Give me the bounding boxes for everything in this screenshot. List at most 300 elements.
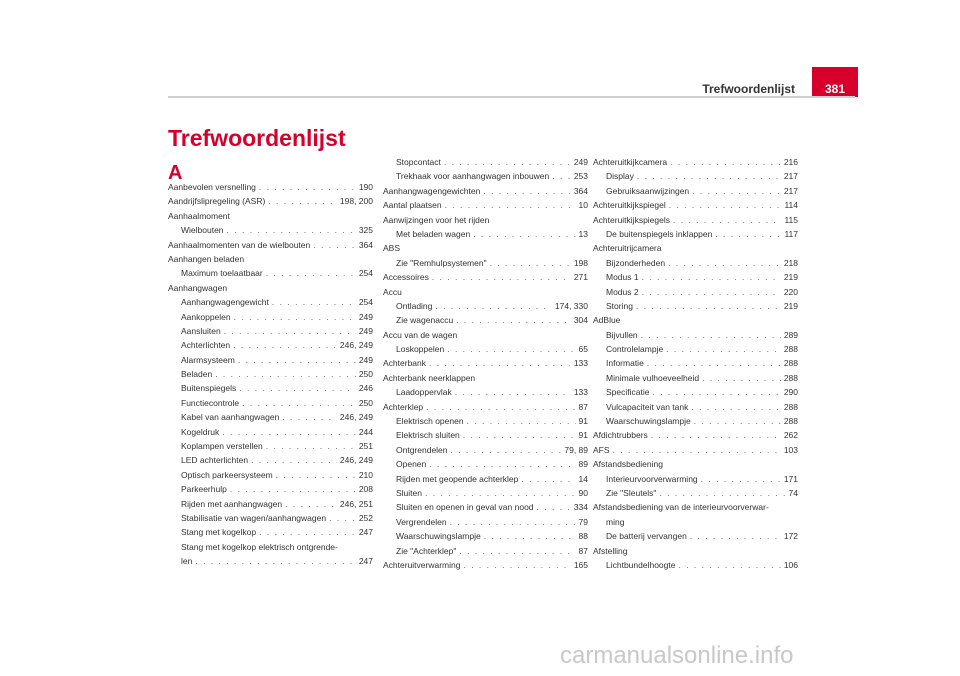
dot-leader xyxy=(651,430,781,440)
index-entry xyxy=(383,344,588,358)
index-entry xyxy=(383,330,588,344)
index-entry-label: Aanhangwagengewicht xyxy=(181,297,269,308)
index-entry-label: Afdichtrubbers xyxy=(593,430,648,441)
index-entry-label: Waarschuwingslampje xyxy=(396,531,481,542)
index-entry xyxy=(593,560,798,574)
index-entry-page: 254 xyxy=(358,297,373,308)
dot-leader xyxy=(613,445,781,455)
section-letter: A xyxy=(168,162,183,184)
index-entry xyxy=(168,369,373,383)
index-entry xyxy=(168,326,373,340)
index-entry xyxy=(168,355,373,369)
index-entry xyxy=(383,200,588,214)
index-entry-label: Ontlading xyxy=(396,300,433,311)
index-entry-label: Koplampen verstellen xyxy=(181,441,263,452)
dot-leader xyxy=(451,445,562,455)
index-entry-label: Aanhaalmomenten van de wielbouten xyxy=(168,239,311,250)
index-entry xyxy=(383,301,588,315)
index-entry-page: 288 xyxy=(783,344,798,355)
index-entry-page: 79, 89 xyxy=(564,444,588,455)
dot-leader xyxy=(233,340,337,350)
dot-leader xyxy=(490,258,571,268)
index-entry xyxy=(383,517,588,531)
index-entry-label: AdBlue xyxy=(593,315,621,326)
index-entry-label: Informatie xyxy=(606,358,644,369)
header-rule xyxy=(168,96,855,98)
dot-leader xyxy=(238,355,356,365)
index-entry-label: len xyxy=(181,556,193,567)
index-entry xyxy=(593,272,798,286)
index-entry-label: Bijzonderheden xyxy=(606,257,666,268)
index-entry xyxy=(593,373,798,387)
index-entry-label: Afstandsbediening van de interieurvoorverwar- xyxy=(593,502,769,513)
dot-leader xyxy=(450,517,576,527)
index-entry-label: Maximum toelaatbaar xyxy=(181,268,263,279)
index-entry xyxy=(593,474,798,488)
index-entry-page: 114 xyxy=(784,200,798,211)
index-entry-page: 210 xyxy=(358,469,373,480)
index-entry xyxy=(168,513,373,527)
index-entry-page: 133 xyxy=(573,358,588,369)
index-entry-label: Aantal plaatsen xyxy=(383,200,442,211)
dot-leader xyxy=(473,229,575,239)
index-entry-label: Trekhaak voor aanhangwagen inbouwen xyxy=(396,171,550,182)
index-entry xyxy=(168,455,373,469)
index-entry xyxy=(168,441,373,455)
index-entry xyxy=(593,243,798,257)
index-entry xyxy=(383,358,588,372)
index-entry xyxy=(593,358,798,372)
index-entry-label: Modus 1 xyxy=(606,272,639,283)
index-entry-label: LED achterlichten xyxy=(181,455,249,466)
index-entry-page: 288 xyxy=(783,401,798,412)
dot-leader xyxy=(444,157,571,167)
index-entry xyxy=(593,258,798,272)
index-entry xyxy=(168,182,373,196)
index-entry-label: Controlelampje xyxy=(606,344,664,355)
dot-leader xyxy=(224,326,356,336)
index-entry-page: 103 xyxy=(783,444,798,455)
index-entry-page: 249 xyxy=(358,354,373,365)
index-entry-label: Elektrisch openen xyxy=(396,416,464,427)
dot-leader xyxy=(636,301,781,311)
index-entry-page: 249 xyxy=(358,311,373,322)
index-entry-page: 165 xyxy=(573,559,588,570)
index-entry xyxy=(168,556,373,570)
dot-leader xyxy=(268,196,337,206)
dot-leader xyxy=(690,531,781,541)
index-entry xyxy=(168,427,373,441)
index-entry-page: 65 xyxy=(578,344,588,355)
index-entry-page: 190 xyxy=(358,182,373,192)
index-entry-page: 14 xyxy=(578,473,588,484)
index-entry-page: 88 xyxy=(578,531,588,542)
index-entry-page: 304 xyxy=(573,315,588,326)
index-entry xyxy=(593,488,798,502)
index-entry xyxy=(593,171,798,185)
index-entry xyxy=(593,215,798,229)
dot-leader xyxy=(483,186,570,196)
index-entry xyxy=(168,340,373,354)
index-entry-label: Parkeerhulp xyxy=(181,484,227,495)
index-entry-page: 262 xyxy=(783,430,798,441)
index-entry xyxy=(168,499,373,513)
index-entry-label: Stang met kogelkop xyxy=(181,527,257,538)
index-entry-page: 253 xyxy=(573,171,588,182)
index-entry-label: Aansluiten xyxy=(181,325,221,336)
index-entry xyxy=(593,430,798,444)
index-entry-label: Modus 2 xyxy=(606,286,639,297)
index-entry xyxy=(168,268,373,282)
index-entry-page: 288 xyxy=(783,372,798,383)
index-entry xyxy=(383,243,588,257)
dot-leader xyxy=(227,225,356,235)
dot-leader xyxy=(641,330,781,340)
index-entry-page: 89 xyxy=(578,459,588,470)
dot-leader xyxy=(552,171,571,181)
index-entry xyxy=(383,171,588,185)
index-column-3 xyxy=(593,157,798,574)
index-entry xyxy=(383,373,588,387)
index-entry-label: Storing xyxy=(606,300,633,311)
index-entry xyxy=(593,416,798,430)
index-entry-page: 198, 200 xyxy=(339,196,373,207)
index-entry xyxy=(383,531,588,545)
index-entry xyxy=(383,488,588,502)
dot-leader xyxy=(276,470,356,480)
index-entry-page: 288 xyxy=(783,358,798,369)
dot-leader xyxy=(445,200,576,210)
index-entry-label: Loskoppelen xyxy=(396,344,445,355)
index-entry-label: Accessoires xyxy=(383,272,429,283)
index-entry xyxy=(593,502,798,516)
index-entry-page: 218 xyxy=(783,257,798,268)
index-entry-page: 74 xyxy=(788,487,798,498)
index-entry-page: 198 xyxy=(573,257,588,268)
index-entry xyxy=(168,470,373,484)
index-entry xyxy=(168,527,373,541)
index-entry-label: Bijvullen xyxy=(606,329,638,340)
dot-leader xyxy=(455,387,571,397)
index-entry-label: De batterij vervangen xyxy=(606,531,687,542)
index-entry-page: 220 xyxy=(783,286,798,297)
dot-leader xyxy=(702,373,781,383)
index-column-1 xyxy=(168,182,373,571)
index-entry xyxy=(168,254,373,268)
index-entry-label: Sluiten en openen in geval van nood xyxy=(396,502,534,513)
index-entry xyxy=(383,459,588,473)
index-entry-label: Minimale vulhoeveelheid xyxy=(606,372,700,383)
index-entry-page: 115 xyxy=(784,214,798,225)
index-entry-label: Vulcapaciteit van tank xyxy=(606,401,689,412)
dot-leader xyxy=(521,474,575,484)
index-entry xyxy=(383,272,588,286)
index-entry-label: Zie "Remhulpsystemen" xyxy=(396,257,487,268)
index-entry xyxy=(168,297,373,311)
index-entry xyxy=(593,186,798,200)
dot-leader xyxy=(313,240,356,250)
index-entry xyxy=(168,225,373,239)
index-entry-label: AFS xyxy=(593,444,610,455)
dot-leader xyxy=(266,441,356,451)
index-entry-label: Interieurvoorverwarming xyxy=(606,473,698,484)
dot-leader xyxy=(215,369,356,379)
dot-leader xyxy=(642,272,781,282)
dot-leader xyxy=(447,344,575,354)
index-entry xyxy=(593,531,798,545)
index-entry xyxy=(168,211,373,225)
index-entry-label: Aanhangwagen xyxy=(168,282,228,293)
index-entry xyxy=(168,312,373,326)
index-entry-page: 250 xyxy=(358,397,373,408)
index-entry-page: 249 xyxy=(573,157,588,167)
index-entry xyxy=(168,383,373,397)
index-entry-label: Aanhangwagengewichten xyxy=(383,185,481,196)
index-entry-page: 244 xyxy=(358,426,373,437)
index-entry-page: 106 xyxy=(783,559,798,570)
index-entry-page: 171 xyxy=(783,473,798,484)
index-entry-label: Aandrijfslipregeling (ASR) xyxy=(168,196,266,207)
dot-leader xyxy=(285,499,337,509)
index-entry xyxy=(593,157,798,171)
index-entry-label: Vergrendelen xyxy=(396,516,447,527)
dot-leader xyxy=(429,358,571,368)
index-entry-label: Alarmsysteem xyxy=(181,354,235,365)
index-entry-page: 271 xyxy=(573,272,588,283)
index-entry-page: 247 xyxy=(358,556,373,567)
index-entry-label: Aanbevolen versnelling xyxy=(168,182,256,192)
index-entry-page: 219 xyxy=(783,300,798,311)
index-entry xyxy=(593,387,798,401)
dot-leader xyxy=(463,430,576,440)
dot-leader xyxy=(266,268,356,278)
index-entry-label: Ontgrendelen xyxy=(396,444,448,455)
dot-leader xyxy=(239,383,356,393)
index-entry xyxy=(383,387,588,401)
dot-leader xyxy=(701,474,781,484)
index-entry-label: Accu van de wagen xyxy=(383,329,458,340)
index-entry-label: ming xyxy=(606,516,625,527)
index-entry-label: Lichtbundelhoogte xyxy=(606,559,676,570)
index-entry xyxy=(383,215,588,229)
index-entry-page: 246, 249 xyxy=(339,340,373,351)
index-entry-page: 216 xyxy=(783,157,798,167)
dot-leader xyxy=(668,258,781,268)
dot-leader xyxy=(669,200,782,210)
page-number: 381 xyxy=(824,82,846,96)
index-entry-page: 174, 330 xyxy=(554,300,588,311)
index-entry xyxy=(593,546,798,560)
index-entry-label: Afstandsbediening xyxy=(593,459,663,470)
index-entry xyxy=(593,402,798,416)
index-entry-label: Stang met kogelkop elektrisch ontgrende- xyxy=(181,541,338,552)
index-entry-label: Achteruitkijkspiegel xyxy=(593,200,666,211)
index-entry-page: 289 xyxy=(783,329,798,340)
index-entry-label: Aankoppelen xyxy=(181,311,231,322)
index-entry-page: 252 xyxy=(358,512,373,523)
index-entry-label: Waarschuwingslampje xyxy=(606,416,691,427)
index-entry-page: 117 xyxy=(784,228,798,239)
index-entry-page: 217 xyxy=(783,171,798,182)
index-entry-label: Afstelling xyxy=(593,545,628,556)
index-entry xyxy=(383,287,588,301)
index-entry-label: ABS xyxy=(383,243,401,254)
index-entry-label: Achterbank xyxy=(383,358,426,369)
index-entry xyxy=(168,196,373,210)
index-entry-label: Sluiten xyxy=(396,487,422,498)
dot-leader xyxy=(647,358,781,368)
index-entry-page: 91 xyxy=(578,416,588,427)
index-entry xyxy=(168,484,373,498)
index-entry xyxy=(383,157,588,171)
index-entry-page: 334 xyxy=(573,502,588,513)
dot-leader xyxy=(425,488,576,498)
dot-leader xyxy=(259,527,356,537)
index-entry xyxy=(168,412,373,426)
index-entry-page: 325 xyxy=(358,225,373,236)
index-entry-label: De buitenspiegels inklappen xyxy=(606,228,713,239)
index-entry-label: Achteruitrijcamera xyxy=(593,243,662,254)
index-column-2 xyxy=(383,157,588,574)
dot-leader xyxy=(673,215,781,225)
index-entry xyxy=(593,301,798,315)
dot-leader xyxy=(642,287,781,297)
index-entry xyxy=(593,229,798,243)
index-entry xyxy=(168,240,373,254)
index-entry-label: Display xyxy=(606,171,634,182)
index-entry-page: 133 xyxy=(573,387,588,398)
index-entry-label: Gebruiksaanwijzingen xyxy=(606,185,690,196)
dot-leader xyxy=(637,171,781,181)
dot-leader xyxy=(242,398,356,408)
index-entry-page: 364 xyxy=(358,239,373,250)
dot-leader xyxy=(659,488,785,498)
dot-leader xyxy=(272,297,356,307)
index-entry-page: 251 xyxy=(358,441,373,452)
index-entry xyxy=(593,459,798,473)
dot-leader xyxy=(715,229,781,239)
index-entry-page: 246 xyxy=(358,383,373,394)
index-entry xyxy=(383,445,588,459)
index-entry-label: Kogeldruk xyxy=(181,426,220,437)
index-entry-page: 91 xyxy=(578,430,588,441)
index-entry-page: 172 xyxy=(783,531,798,542)
index-entry-label: Met beladen wagen xyxy=(396,228,471,239)
index-entry-label: Achteruitkijkspiegels xyxy=(593,214,671,225)
dot-leader xyxy=(329,513,356,523)
index-entry xyxy=(383,315,588,329)
index-entry xyxy=(593,445,798,459)
index-entry-label: Zie "Achterklep" xyxy=(396,545,457,556)
index-entry-page: 219 xyxy=(783,272,798,283)
dot-leader xyxy=(484,531,576,541)
dot-leader xyxy=(259,182,356,192)
index-entry-label: Specificatie xyxy=(606,387,650,398)
index-entry xyxy=(383,229,588,243)
dot-leader xyxy=(678,560,780,570)
index-entry-label: Achterklep xyxy=(383,401,424,412)
index-entry xyxy=(383,502,588,516)
index-entry-label: Rijden met aanhangwagen xyxy=(181,498,283,509)
index-entry-label: Aanhangen beladen xyxy=(168,253,245,264)
index-entry xyxy=(383,430,588,444)
dot-leader xyxy=(666,344,781,354)
dot-leader xyxy=(251,455,337,465)
index-entry xyxy=(168,398,373,412)
index-entry-label: Achterbank neerklappen xyxy=(383,372,476,383)
index-entry-label: Beladen xyxy=(181,369,213,380)
index-entry-page: 364 xyxy=(573,185,588,196)
index-entry-label: Rijden met geopende achterklep xyxy=(396,473,519,484)
page-title: Trefwoordenlijst xyxy=(168,125,346,151)
index-entry-page: 246, 249 xyxy=(339,412,373,423)
index-entry-page: 290 xyxy=(783,387,798,398)
index-entry-page: 247 xyxy=(358,527,373,538)
dot-leader xyxy=(467,416,576,426)
dot-leader xyxy=(195,556,355,566)
index-entry-label: Optisch parkeersysteem xyxy=(181,469,273,480)
index-entry-page: 254 xyxy=(358,268,373,279)
index-entry xyxy=(593,315,798,329)
index-entry-page: 87 xyxy=(578,545,588,556)
index-entry-label: Wielbouten xyxy=(181,225,224,236)
index-entry-page: 10 xyxy=(578,200,588,211)
index-entry xyxy=(383,546,588,560)
index-entry xyxy=(593,287,798,301)
index-entry xyxy=(383,258,588,272)
index-entry-label: Aanhaalmoment xyxy=(168,210,230,221)
index-entry-label: Functiecontrole xyxy=(181,397,240,408)
watermark: carmanualsonline.info xyxy=(560,642,794,669)
index-entry xyxy=(383,402,588,416)
index-entry-label: Zie "Sleutels" xyxy=(606,487,657,498)
index-entry-label: Buitenspiegels xyxy=(181,383,237,394)
index-entry xyxy=(168,283,373,297)
index-entry-page: 87 xyxy=(578,401,588,412)
dot-leader xyxy=(230,484,356,494)
dot-leader xyxy=(432,272,571,282)
index-entry-label: Zie wagenaccu xyxy=(396,315,454,326)
dot-leader xyxy=(692,186,781,196)
index-entry xyxy=(593,330,798,344)
dot-leader xyxy=(670,157,781,167)
dot-leader xyxy=(537,502,571,512)
index-entry-label: Achteruitverwarming xyxy=(383,559,461,570)
dot-leader xyxy=(426,402,575,412)
index-entry-label: Aanwijzingen voor het rijden xyxy=(383,214,490,225)
index-entry xyxy=(593,200,798,214)
index-entry-page: 217 xyxy=(783,185,798,196)
index-entry-page: 208 xyxy=(358,484,373,495)
index-entry xyxy=(383,186,588,200)
dot-leader xyxy=(694,416,781,426)
index-entry xyxy=(383,474,588,488)
dot-leader xyxy=(234,312,356,322)
index-entry xyxy=(593,344,798,358)
index-entry-page: 90 xyxy=(578,487,588,498)
dot-leader xyxy=(456,315,571,325)
dot-leader xyxy=(435,301,552,311)
index-entry-label: Stabilisatie van wagen/aanhangwagen xyxy=(181,512,327,523)
index-entry-label: Achterlichten xyxy=(181,340,231,351)
index-entry-label: Openen xyxy=(396,459,427,470)
index-entry-page: 250 xyxy=(358,369,373,380)
index-entry-label: Kabel van aanhangwagen xyxy=(181,412,280,423)
dot-leader xyxy=(429,459,575,469)
dot-leader xyxy=(652,387,780,397)
dot-leader xyxy=(282,412,337,422)
index-entry-label: Laadoppervlak xyxy=(396,387,452,398)
